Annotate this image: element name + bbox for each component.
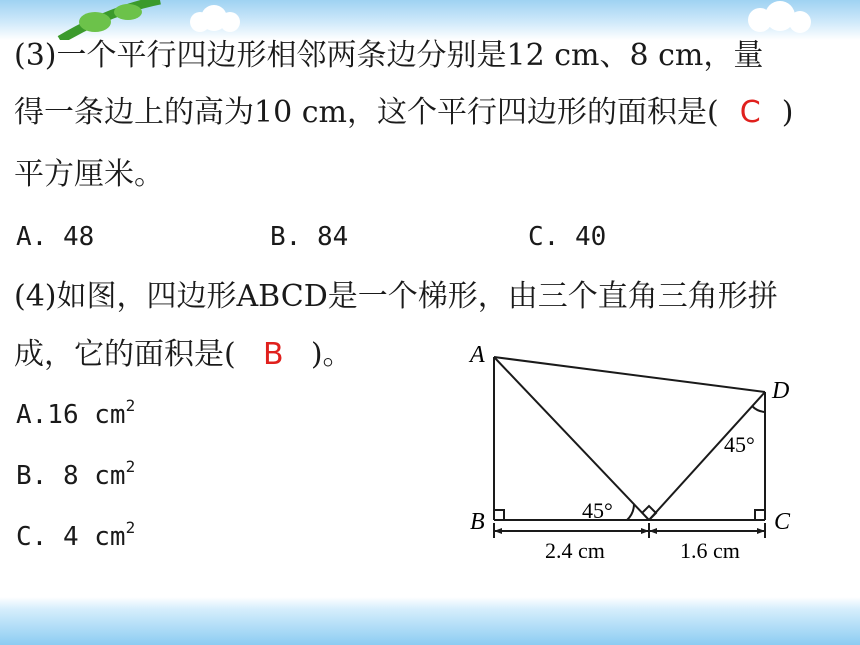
label-a: A — [470, 342, 485, 368]
q4-option-c-sup: 2 — [125, 518, 136, 537]
q4-option-a-sup: 2 — [125, 396, 136, 415]
q4-line-1: (4)如图，四边形ABCD是一个梯形，由三个直角三角形拼 — [14, 279, 778, 314]
q4-line-2-text: 成，它的面积是( — [14, 337, 236, 372]
label-b: B — [470, 509, 485, 535]
label-d: D — [772, 378, 790, 404]
q3-option-a: A. 48 — [16, 222, 95, 252]
angle-label-e: 45° — [582, 498, 613, 523]
arrowhead — [494, 528, 502, 534]
q4-line-2-close: )。 — [310, 337, 353, 372]
q3-option-c: C. 40 — [528, 222, 607, 252]
q4-option-b-text: B. 8 cm — [16, 461, 126, 491]
edge-ad — [494, 357, 765, 392]
q4-option-a-text: A.16 cm — [16, 400, 126, 430]
length-label-hc: 1.6 cm — [680, 538, 740, 563]
arrowhead — [649, 528, 657, 534]
q3-line-3: 平方厘米。 — [14, 157, 164, 192]
angle-arc-e — [627, 504, 634, 520]
right-angle-mark-e — [642, 506, 656, 520]
angle-arc-d — [752, 406, 765, 412]
q3-option-b: B. 84 — [270, 222, 349, 252]
q3-line-2-close: ) — [781, 95, 794, 130]
q4-option-b-sup: 2 — [125, 457, 136, 476]
q3-line-2-text: 得一条边上的高为10 cm，这个平行四边形的面积是( — [14, 95, 719, 130]
angle-label-d: 45° — [724, 432, 755, 457]
right-angle-mark-b — [494, 510, 504, 520]
label-c: C — [774, 509, 791, 535]
arrowhead — [641, 528, 649, 534]
q3-line-1: (3)一个平行四边形相邻两条边分别是12 cm、8 cm，量 — [14, 38, 764, 73]
q4-answer: B — [262, 337, 284, 372]
footer-decoration — [0, 597, 860, 645]
right-angle-mark-c — [755, 510, 765, 520]
q3-answer: C — [739, 95, 761, 130]
q4-option-c-text: C. 4 cm — [16, 522, 126, 552]
length-label-bh: 2.4 cm — [545, 538, 605, 563]
segment-a-e — [494, 357, 649, 520]
arrowhead — [757, 528, 765, 534]
